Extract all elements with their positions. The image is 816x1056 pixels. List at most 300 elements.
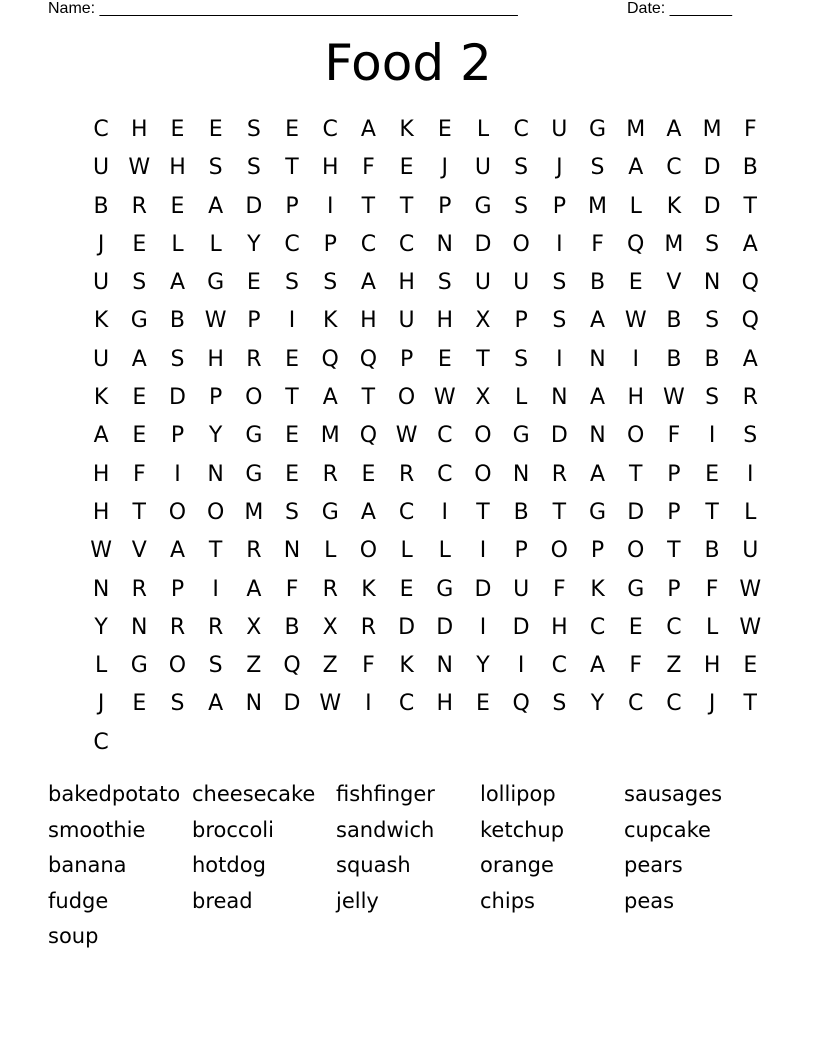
grid-letter: E	[132, 385, 147, 411]
grid-letter: A	[590, 385, 606, 411]
grid-letter: L	[705, 614, 719, 640]
grid-letter: F	[132, 461, 146, 487]
grid-letter: H	[321, 155, 339, 181]
grid-letter: U	[474, 270, 492, 296]
grid-letter: L	[476, 117, 490, 142]
grid-letter: T	[285, 155, 299, 181]
grid-letter: L	[400, 538, 413, 564]
grid-letter: M	[626, 117, 646, 142]
grid-letter: H	[436, 308, 454, 334]
grid-letter: J	[97, 691, 105, 717]
grid-letter: S	[170, 346, 185, 372]
grid-letter: D	[283, 691, 301, 717]
grid-letter: Y	[476, 653, 490, 679]
grid-letter: P	[514, 538, 528, 564]
grid-letter: N	[283, 538, 301, 564]
word-list-item: smoothie	[48, 817, 146, 842]
grid-letter: T	[361, 193, 376, 219]
grid-letter: T	[361, 385, 376, 411]
grid-letter: E	[399, 576, 414, 602]
grid-letter: N	[207, 461, 224, 487]
grid-letter: L	[438, 538, 451, 564]
grid-letter: D	[436, 614, 454, 640]
grid-letter: S	[705, 308, 720, 334]
grid-letter: S	[285, 499, 300, 525]
grid-letter: G	[474, 193, 492, 219]
grid-letter: S	[514, 346, 529, 372]
grid-letter: Q	[359, 423, 378, 449]
grid-letter: O	[474, 461, 492, 487]
grid-letter: A	[666, 117, 682, 142]
grid-letter: C	[437, 461, 453, 487]
grid-letter: J	[97, 231, 105, 257]
grid-letter: X	[475, 308, 491, 334]
grid-letter: A	[360, 117, 376, 142]
grid-letter: D	[627, 499, 645, 525]
grid-letter: E	[285, 423, 299, 449]
grid-letter: G	[207, 270, 225, 296]
grid-letter: I	[212, 576, 219, 602]
grid-letter: O	[550, 538, 568, 564]
grid-letter: W	[204, 308, 227, 334]
grid-letter: U	[93, 270, 110, 296]
grid-letter: R	[322, 576, 338, 602]
grid-letter: E	[246, 270, 261, 296]
grid-letter: G	[512, 423, 530, 449]
grid-letter: T	[208, 538, 223, 564]
grid-letter: P	[399, 346, 414, 372]
grid-letter: Z	[246, 653, 262, 679]
grid-letter: T	[705, 499, 719, 525]
grid-letter: T	[476, 346, 490, 372]
grid-letter: N	[92, 576, 110, 602]
grid-letter: A	[208, 193, 224, 219]
grid-letter: C	[398, 499, 415, 525]
grid-letter: L	[171, 231, 184, 257]
grid-letter: B	[704, 538, 720, 564]
grid-letter: S	[552, 308, 567, 334]
grid-letter: C	[284, 231, 300, 257]
grid-letter: N	[551, 385, 568, 411]
grid-letter: U	[474, 155, 492, 181]
grid-letter: Q	[741, 308, 759, 334]
grid-letter: I	[288, 308, 296, 334]
grid-letter: S	[132, 270, 147, 296]
grid-letter: H	[131, 117, 148, 142]
grid-letter: L	[324, 538, 337, 564]
grid-letter: F	[591, 231, 604, 257]
grid-letter: V	[131, 538, 147, 564]
grid-letter: F	[705, 576, 719, 602]
grid-letter: K	[93, 385, 109, 411]
grid-letter: G	[589, 117, 607, 142]
word-list-item: fudge	[48, 888, 109, 913]
grid-letter: B	[666, 308, 682, 334]
word-list-item: fishfinger	[336, 782, 435, 806]
grid-letter: D	[168, 385, 186, 411]
grid-letter: W	[395, 423, 418, 449]
grid-letter: D	[474, 231, 492, 257]
grid-letter: L	[744, 499, 757, 525]
grid-letter: P	[667, 576, 681, 602]
word-list-item: lollipop	[480, 782, 556, 806]
grid-letter: E	[132, 691, 147, 717]
grid-letter: S	[514, 155, 529, 181]
grid-letter: E	[170, 117, 185, 142]
grid-letter: S	[170, 691, 185, 717]
grid-letter: J	[708, 691, 716, 717]
grid-letter: E	[628, 614, 643, 640]
grid-letter: T	[285, 385, 299, 411]
grid-letter: N	[512, 461, 530, 487]
grid-letter: R	[742, 385, 758, 411]
grid-letter: K	[666, 193, 682, 219]
grid-letter: P	[285, 193, 299, 219]
grid-letter: H	[360, 308, 377, 334]
grid-letter: U	[742, 538, 759, 564]
grid-letter: U	[93, 155, 110, 181]
grid-letter: S	[437, 270, 452, 296]
grid-letter: M	[320, 423, 340, 449]
grid-letter: I	[479, 538, 487, 564]
grid-letter: O	[512, 231, 530, 257]
grid-letter: W	[739, 576, 762, 602]
grid-letter: C	[513, 117, 529, 142]
grid-letter: E	[132, 423, 147, 449]
grid-letter: H	[551, 614, 568, 640]
grid-letter: B	[93, 193, 109, 219]
grid-letter: S	[552, 691, 567, 717]
grid-letter: R	[360, 614, 377, 640]
grid-letter: A	[360, 270, 376, 296]
grid-letter: Q	[627, 231, 645, 257]
grid-letter: W	[319, 691, 342, 717]
grid-letter: E	[743, 653, 758, 679]
grid-letter: H	[703, 653, 721, 679]
grid-letter: R	[246, 346, 262, 372]
grid-letter: I	[708, 423, 716, 449]
grid-letter: T	[132, 499, 146, 525]
grid-letter: H	[627, 385, 644, 411]
grid-letter: K	[323, 308, 338, 334]
grid-letter: R	[131, 576, 147, 602]
grid-letter: I	[174, 461, 181, 487]
grid-letter: G	[245, 423, 263, 449]
grid-letter: C	[437, 423, 453, 449]
grid-letter: C	[398, 231, 415, 257]
grid-letter: E	[705, 461, 720, 487]
grid-letter: T	[399, 193, 414, 219]
grid-letter: Y	[590, 691, 605, 717]
grid-letter: Z	[322, 653, 338, 679]
grid-letter: R	[246, 538, 262, 564]
grid-letter: P	[514, 308, 528, 334]
grid-letter: A	[360, 499, 376, 525]
grid-letter: A	[322, 385, 338, 411]
grid-letter: V	[666, 270, 682, 296]
grid-letter: K	[361, 576, 376, 602]
word-list-item: jelly	[336, 888, 379, 913]
grid-letter: B	[742, 155, 758, 181]
word-list-item: peas	[624, 888, 675, 913]
word-list-item: sandwich	[336, 817, 435, 842]
grid-letter: N	[436, 231, 454, 257]
grid-letter: U	[551, 117, 568, 142]
grid-letter: U	[398, 308, 415, 334]
grid-letter: T	[667, 538, 681, 564]
grid-letter: E	[399, 155, 414, 181]
grid-letter: S	[514, 193, 529, 219]
grid-letter: O	[627, 423, 645, 449]
grid-letter: B	[666, 346, 682, 372]
grid-letter: W	[433, 385, 456, 411]
grid-letter: F	[743, 117, 757, 142]
grid-letter: K	[399, 117, 414, 142]
grid-letter: A	[628, 155, 644, 181]
word-list-item: banana	[48, 853, 127, 877]
grid-letter: I	[556, 231, 563, 257]
grid-letter: C	[589, 614, 606, 640]
word-list-item: squash	[336, 853, 411, 877]
word-list-item: chips	[480, 888, 535, 913]
grid-letter: I	[441, 499, 449, 525]
grid-letter: P	[667, 499, 681, 525]
grid-letter: Q	[359, 346, 378, 372]
grid-letter: X	[322, 614, 338, 640]
word-list-item: bakedpotato	[48, 782, 181, 806]
grid-letter: E	[132, 231, 147, 257]
grid-letter: W	[128, 155, 151, 181]
grid-letter: Y	[247, 231, 261, 257]
grid-letter: O	[359, 538, 378, 564]
grid-letter: S	[208, 155, 223, 181]
grid-letter: J	[556, 155, 563, 181]
grid-letter: C	[666, 155, 682, 181]
grid-letter: A	[590, 461, 606, 487]
grid-letter: E	[208, 117, 223, 142]
grid-letter: S	[323, 270, 338, 296]
grid-letter: L	[209, 231, 222, 257]
grid-letter: N	[703, 270, 721, 296]
grid-letter: M	[244, 499, 264, 525]
grid-letter: S	[743, 423, 758, 449]
grid-letter: D	[550, 423, 568, 449]
grid-letter: H	[207, 346, 224, 372]
grid-letter: B	[704, 346, 720, 372]
grid-letter: W	[739, 614, 762, 640]
grid-letter: S	[705, 231, 720, 257]
grid-letter: N	[436, 653, 454, 679]
grid-letter: S	[285, 270, 300, 296]
grid-letter: C	[93, 729, 109, 755]
grid-letter: O	[397, 385, 416, 411]
grid-letter: X	[475, 385, 491, 411]
grid-letter: R	[551, 461, 567, 487]
grid-letter: A	[742, 231, 758, 257]
grid-letter: S	[208, 653, 223, 679]
grid-letter: C	[360, 231, 377, 257]
grid-letter: D	[245, 193, 263, 219]
letter-grid	[82, 111, 769, 762]
grid-letter: E	[476, 691, 490, 717]
grid-letter: K	[93, 308, 109, 334]
grid-letter: Y	[208, 423, 223, 449]
word-list-item: ketchup	[480, 817, 565, 842]
grid-letter: I	[365, 691, 372, 717]
grid-letter: H	[436, 691, 454, 717]
grid-letter: F	[362, 653, 375, 679]
grid-letter: L	[629, 193, 642, 219]
grid-letter: H	[92, 499, 110, 525]
word-list-item: cheesecake	[192, 782, 316, 806]
grid-letter: M	[588, 193, 608, 219]
grid-letter: U	[513, 270, 530, 296]
grid-letter: I	[517, 653, 525, 679]
grid-letter: A	[246, 576, 262, 602]
word-list	[48, 777, 768, 955]
grid-letter: N	[245, 691, 263, 717]
grid-letter: M	[702, 117, 722, 142]
grid-letter: T	[552, 499, 567, 525]
grid-letter: C	[322, 117, 338, 142]
grid-letter: E	[437, 346, 452, 372]
grid-letter: G	[130, 308, 148, 334]
grid-letter: H	[398, 270, 415, 296]
grid-letter: L	[94, 653, 108, 679]
grid-letter: B	[284, 614, 300, 640]
grid-letter: O	[474, 423, 492, 449]
grid-letter: P	[247, 308, 261, 334]
grid-letter: P	[667, 461, 681, 487]
grid-letter: W	[624, 308, 647, 334]
grid-letter: B	[169, 308, 186, 334]
grid-letter: X	[246, 614, 262, 640]
grid-letter: C	[628, 691, 644, 717]
grid-letter: P	[170, 576, 185, 602]
grid-letter: L	[515, 385, 528, 411]
grid-letter: F	[285, 576, 299, 602]
grid-letter: P	[552, 193, 566, 219]
grid-letter: K	[590, 576, 605, 602]
grid-letter: R	[322, 461, 338, 487]
grid-letter: G	[589, 499, 607, 525]
grid-letter: G	[130, 653, 148, 679]
grid-letter: S	[552, 270, 567, 296]
word-list-item: orange	[480, 853, 554, 877]
word-list-item: hotdog	[192, 853, 266, 877]
grid-letter: D	[703, 193, 721, 219]
page-title: Food 2	[324, 34, 492, 92]
grid-letter: C	[666, 614, 682, 640]
grid-letter: C	[551, 653, 568, 679]
grid-letter: Q	[321, 346, 339, 372]
grid-letter: E	[437, 117, 452, 142]
grid-letter: P	[209, 385, 223, 411]
grid-letter: R	[131, 193, 147, 219]
word-list-item: cupcake	[624, 817, 711, 842]
grid-letter: G	[627, 576, 645, 602]
grid-letter: A	[169, 270, 185, 296]
grid-letter: T	[628, 461, 643, 487]
grid-letter: E	[285, 461, 299, 487]
grid-letter: P	[438, 193, 452, 219]
grid-letter: N	[131, 614, 148, 640]
grid-letter: F	[629, 653, 643, 679]
grid-letter: I	[747, 461, 754, 487]
grid-letter: A	[590, 653, 606, 679]
grid-letter: S	[705, 385, 720, 411]
grid-letter: G	[245, 461, 263, 487]
grid-letter: E	[628, 270, 643, 296]
grid-letter: Y	[94, 614, 108, 640]
grid-letter: M	[664, 231, 684, 257]
grid-letter: T	[476, 499, 490, 525]
grid-letter: E	[170, 193, 185, 219]
grid-letter: D	[703, 155, 721, 181]
grid-letter: O	[245, 385, 263, 411]
grid-letter: U	[513, 576, 530, 602]
grid-letter: S	[246, 117, 261, 142]
grid-letter: E	[285, 117, 299, 142]
grid-letter: T	[743, 193, 757, 219]
grid-letter: R	[208, 614, 224, 640]
grid-letter: K	[399, 653, 414, 679]
grid-letter: D	[398, 614, 416, 640]
word-list-item: bread	[192, 888, 253, 913]
grid-letter: O	[168, 653, 187, 679]
grid-letter: S	[246, 155, 261, 181]
word-list-item: pears	[624, 853, 683, 877]
grid-letter: O	[627, 538, 645, 564]
grid-letter: P	[590, 538, 605, 564]
grid-letter: S	[590, 155, 605, 181]
grid-letter: D	[474, 576, 492, 602]
grid-letter: A	[93, 423, 109, 449]
grid-letter: N	[589, 346, 606, 372]
grid-letter: D	[512, 614, 530, 640]
grid-letter: Q	[283, 653, 301, 679]
grid-letter: A	[131, 346, 147, 372]
grid-letter: W	[90, 538, 112, 564]
grid-letter: A	[208, 691, 224, 717]
grid-letter: F	[667, 423, 681, 449]
grid-letter: H	[169, 155, 186, 181]
grid-letter: I	[326, 193, 334, 219]
grid-letter: I	[632, 346, 639, 372]
grid-letter: B	[513, 499, 529, 525]
grid-letter: Q	[741, 270, 759, 296]
grid-letter: C	[93, 117, 109, 142]
grid-letter: G	[436, 576, 454, 602]
grid-letter: P	[323, 231, 337, 257]
grid-letter: E	[361, 461, 376, 487]
grid-letter: I	[556, 346, 563, 372]
grid-letter: U	[93, 346, 110, 372]
grid-letter: J	[441, 155, 449, 181]
grid-letter: T	[743, 691, 757, 717]
grid-letter: H	[92, 461, 110, 487]
grid-letter: R	[169, 614, 186, 640]
grid-letter: O	[206, 499, 225, 525]
grid-letter: O	[168, 499, 187, 525]
grid-letter: R	[398, 461, 415, 487]
grid-letter: A	[590, 308, 606, 334]
grid-letter: W	[663, 385, 685, 411]
word-list-item: sausages	[624, 782, 723, 806]
word-list-item: soup	[48, 924, 99, 948]
grid-letter: P	[170, 423, 185, 449]
grid-letter: Z	[666, 653, 682, 679]
